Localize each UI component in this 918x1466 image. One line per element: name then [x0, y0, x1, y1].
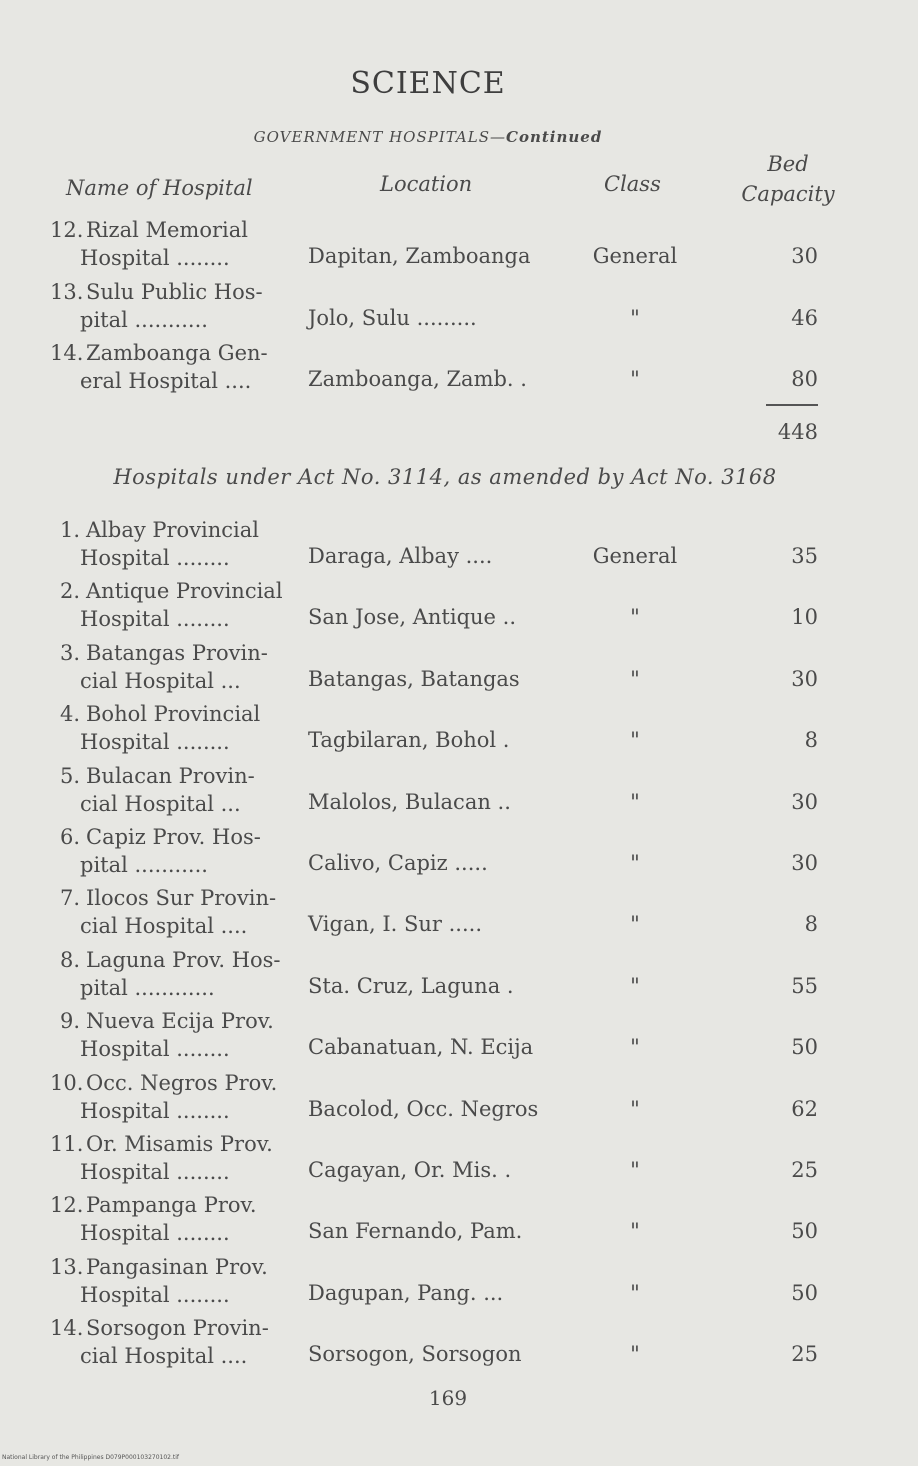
hospital-name-first: Antique Provincial [86, 579, 283, 604]
hospital-name-line1 [50, 280, 290, 304]
hospital-name-line1 [50, 825, 290, 849]
bed-capacity: 30 [791, 666, 818, 691]
column-header-location: Location [380, 172, 473, 196]
hospital-name-line2: Hospital ........ [80, 246, 230, 270]
hospital-class: " [630, 1158, 640, 1182]
hospital-class: " [630, 666, 640, 691]
hospital-class: " [630, 1096, 640, 1121]
table-row [0, 1132, 918, 1194]
table-row [0, 702, 918, 764]
table-row [0, 579, 918, 641]
bed-capacity: 30 [791, 851, 818, 875]
hospital-name-line1 [50, 948, 290, 972]
hospital-class: General [592, 244, 678, 268]
bed-capacity: 25 [791, 1158, 818, 1182]
hospital-name-first: Pangasinan Prov. [86, 1254, 268, 1279]
hospital-location: Sorsogon, Sorsogon [308, 1342, 522, 1367]
hospital-name-line2: Hospital ........ [80, 1221, 230, 1246]
hospital-location: San Jose, Antique .. [308, 605, 516, 630]
table-row [0, 886, 918, 948]
row-number: 12. [50, 218, 84, 242]
column-header-name: Name of Hospital [66, 176, 253, 200]
row-number: 7. [59, 886, 80, 911]
bed-capacity: 30 [791, 244, 818, 268]
hospital-name-first: Capiz Prov. Hos- [86, 825, 261, 849]
column-header-bed: Bed [767, 152, 809, 176]
bed-capacity: 50 [791, 1035, 818, 1060]
bed-capacity: 50 [791, 1219, 818, 1244]
section-subtitle [0, 128, 856, 146]
bed-capacity: 30 [791, 789, 818, 814]
hospital-name-line1 [50, 1009, 290, 1033]
hospital-location: Calivo, Capiz ..... [308, 851, 488, 875]
hospital-name-line1 [50, 1132, 290, 1156]
bed-capacity: 8 [804, 912, 818, 937]
table-row [0, 1193, 918, 1255]
hospital-name-first: Rizal Memorial [86, 218, 248, 242]
table-row [0, 825, 918, 887]
hospital-name-line2: Hospital ........ [80, 1160, 230, 1184]
hospital-name-line2: pital ........... [80, 853, 208, 877]
hospital-name-first: Laguna Prov. Hos- [86, 947, 281, 972]
hospital-location: San Fernando, Pam. [308, 1219, 523, 1244]
hospital-name-line2: Hospital ........ [80, 607, 230, 632]
subtitle-text: GOVERNMENT HOSPITALS— [253, 128, 507, 146]
page-number: 169 [428, 1386, 468, 1410]
bed-capacity: 25 [791, 1342, 818, 1367]
bed-capacity: 50 [791, 1280, 818, 1305]
total-rule [766, 404, 818, 406]
hospital-name-line2: Hospital ........ [80, 546, 230, 570]
table-row [0, 948, 918, 1010]
footer-source: National Library of the Philippines D079P000103270102.tif [2, 1454, 180, 1461]
hospital-class: " [630, 1280, 640, 1305]
hospital-name-line1 [50, 1193, 290, 1217]
table-row [0, 764, 918, 826]
hospital-name-first: Zamboanga Gen- [86, 341, 268, 365]
section-title-act-3114: Hospitals under Act No. 3114, as amended by Act No. 3168 [113, 465, 777, 489]
hospital-name-line2: cial Hospital ... [80, 791, 241, 816]
row-number: 3. [59, 640, 80, 665]
hospital-location: Sta. Cruz, Laguna . [308, 973, 514, 998]
hospital-name-first: Bulacan Provin- [86, 763, 255, 788]
hospital-location: Malolos, Bulacan .. [308, 789, 511, 814]
hospital-name-line2: pital ........... [80, 307, 208, 332]
hospital-name-first: Ilocos Sur Provin- [86, 886, 277, 911]
row-number: 9. [59, 1009, 80, 1034]
row-number: 5. [59, 763, 80, 788]
table-row [0, 1316, 918, 1378]
column-header-class: Class [604, 172, 661, 196]
table-row [0, 1009, 918, 1071]
hospital-name-line1 [50, 518, 290, 542]
hospital-location: Batangas, Batangas [308, 666, 520, 691]
bed-capacity: 10 [791, 605, 818, 630]
hospital-name-line2: Hospital ........ [80, 1098, 230, 1123]
hospital-name-first: Pampanga Prov. [86, 1193, 257, 1218]
table-row [0, 1255, 918, 1317]
table-row [0, 1071, 918, 1133]
hospital-name-line2: pital ............ [80, 975, 215, 1000]
hospital-name-line2: eral Hospital .... [80, 369, 252, 393]
table-row [0, 218, 918, 280]
row-number: 14. [50, 1316, 84, 1341]
hospital-name-line1 [50, 341, 290, 365]
bed-capacity: 35 [791, 544, 818, 568]
row-number: 13. [50, 279, 84, 304]
hospital-location: Jolo, Sulu ......... [308, 305, 477, 330]
hospital-class: " [630, 367, 640, 391]
page-title: SCIENCE [350, 66, 506, 101]
column-header-capacity: Capacity [741, 182, 835, 206]
hospital-name-line1 [50, 1316, 290, 1340]
bed-capacity: 46 [791, 305, 818, 330]
row-number: 11. [50, 1132, 84, 1156]
hospital-name-first: Nueva Ecija Prov. [86, 1009, 274, 1034]
hospital-name-line1 [50, 641, 290, 665]
hospital-class: " [630, 605, 640, 630]
row-number: 2. [59, 579, 80, 604]
row-number: 8. [59, 947, 80, 972]
hospital-class: " [630, 1342, 640, 1367]
hospital-name-line1 [50, 1071, 290, 1095]
hospital-location: Cabanatuan, N. Ecija [308, 1035, 534, 1060]
hospital-class: " [630, 851, 640, 875]
hospital-class: " [630, 728, 640, 753]
bed-capacity: 55 [791, 973, 818, 998]
hospital-name-line2: Hospital ........ [80, 1037, 230, 1062]
hospital-class: General [592, 544, 678, 568]
hospital-name-line2: Hospital ........ [80, 730, 230, 755]
hospital-name-first: Occ. Negros Prov. [86, 1070, 278, 1095]
hospital-class: " [630, 305, 640, 330]
hospital-class: " [630, 912, 640, 937]
hospital-class: " [630, 1219, 640, 1244]
hospital-name-line2: cial Hospital .... [80, 914, 248, 939]
hospital-location: Bacolod, Occ. Negros [308, 1096, 539, 1121]
row-number: 13. [50, 1254, 84, 1279]
hospital-name-line2: Hospital ........ [80, 1282, 230, 1307]
bed-capacity: 80 [791, 367, 818, 391]
hospital-name-line1 [50, 1255, 290, 1279]
hospital-class: " [630, 973, 640, 998]
table-row [0, 641, 918, 703]
hospital-class: " [630, 1035, 640, 1060]
hospital-name-line1 [50, 579, 290, 603]
row-number: 4. [59, 702, 80, 727]
table-row [0, 518, 918, 580]
row-number: 14. [50, 341, 84, 365]
table-row [0, 341, 918, 403]
hospital-location: Zamboanga, Zamb. . [308, 367, 527, 391]
hospital-name-line1 [50, 764, 290, 788]
hospital-name-first: Bohol Provincial [86, 702, 261, 727]
hospital-location: Dagupan, Pang. ... [308, 1280, 504, 1305]
table-row [0, 280, 918, 342]
hospital-location: Dapitan, Zamboanga [308, 244, 531, 268]
hospital-name-line1 [50, 886, 290, 910]
hospital-name-first: Sulu Public Hos- [86, 279, 263, 304]
total-bed-capacity: 448 [777, 420, 818, 444]
hospital-name-first: Batangas Provin- [86, 640, 268, 665]
row-number: 10. [50, 1070, 84, 1095]
row-number: 1. [59, 518, 80, 542]
hospital-name-line2: cial Hospital .... [80, 1344, 248, 1369]
hospital-name-first: Sorsogon Provin- [86, 1316, 269, 1341]
hospital-name-first: Albay Provincial [86, 518, 260, 542]
hospital-name-line2: cial Hospital ... [80, 668, 241, 693]
bed-capacity: 8 [804, 728, 818, 753]
hospital-name-line1 [50, 218, 290, 242]
hospital-name-first: Or. Misamis Prov. [86, 1132, 273, 1156]
row-number: 12. [50, 1193, 84, 1218]
bed-capacity: 62 [791, 1096, 818, 1121]
subtitle-continued: Continued [506, 128, 603, 146]
row-number: 6. [59, 825, 80, 849]
hospital-location: Tagbilaran, Bohol . [308, 728, 510, 753]
hospital-location: Daraga, Albay .... [308, 544, 493, 568]
hospital-class: " [630, 789, 640, 814]
hospital-name-line1 [50, 702, 290, 726]
hospital-location: Cagayan, Or. Mis. . [308, 1158, 512, 1182]
hospital-location: Vigan, I. Sur ..... [308, 912, 482, 937]
